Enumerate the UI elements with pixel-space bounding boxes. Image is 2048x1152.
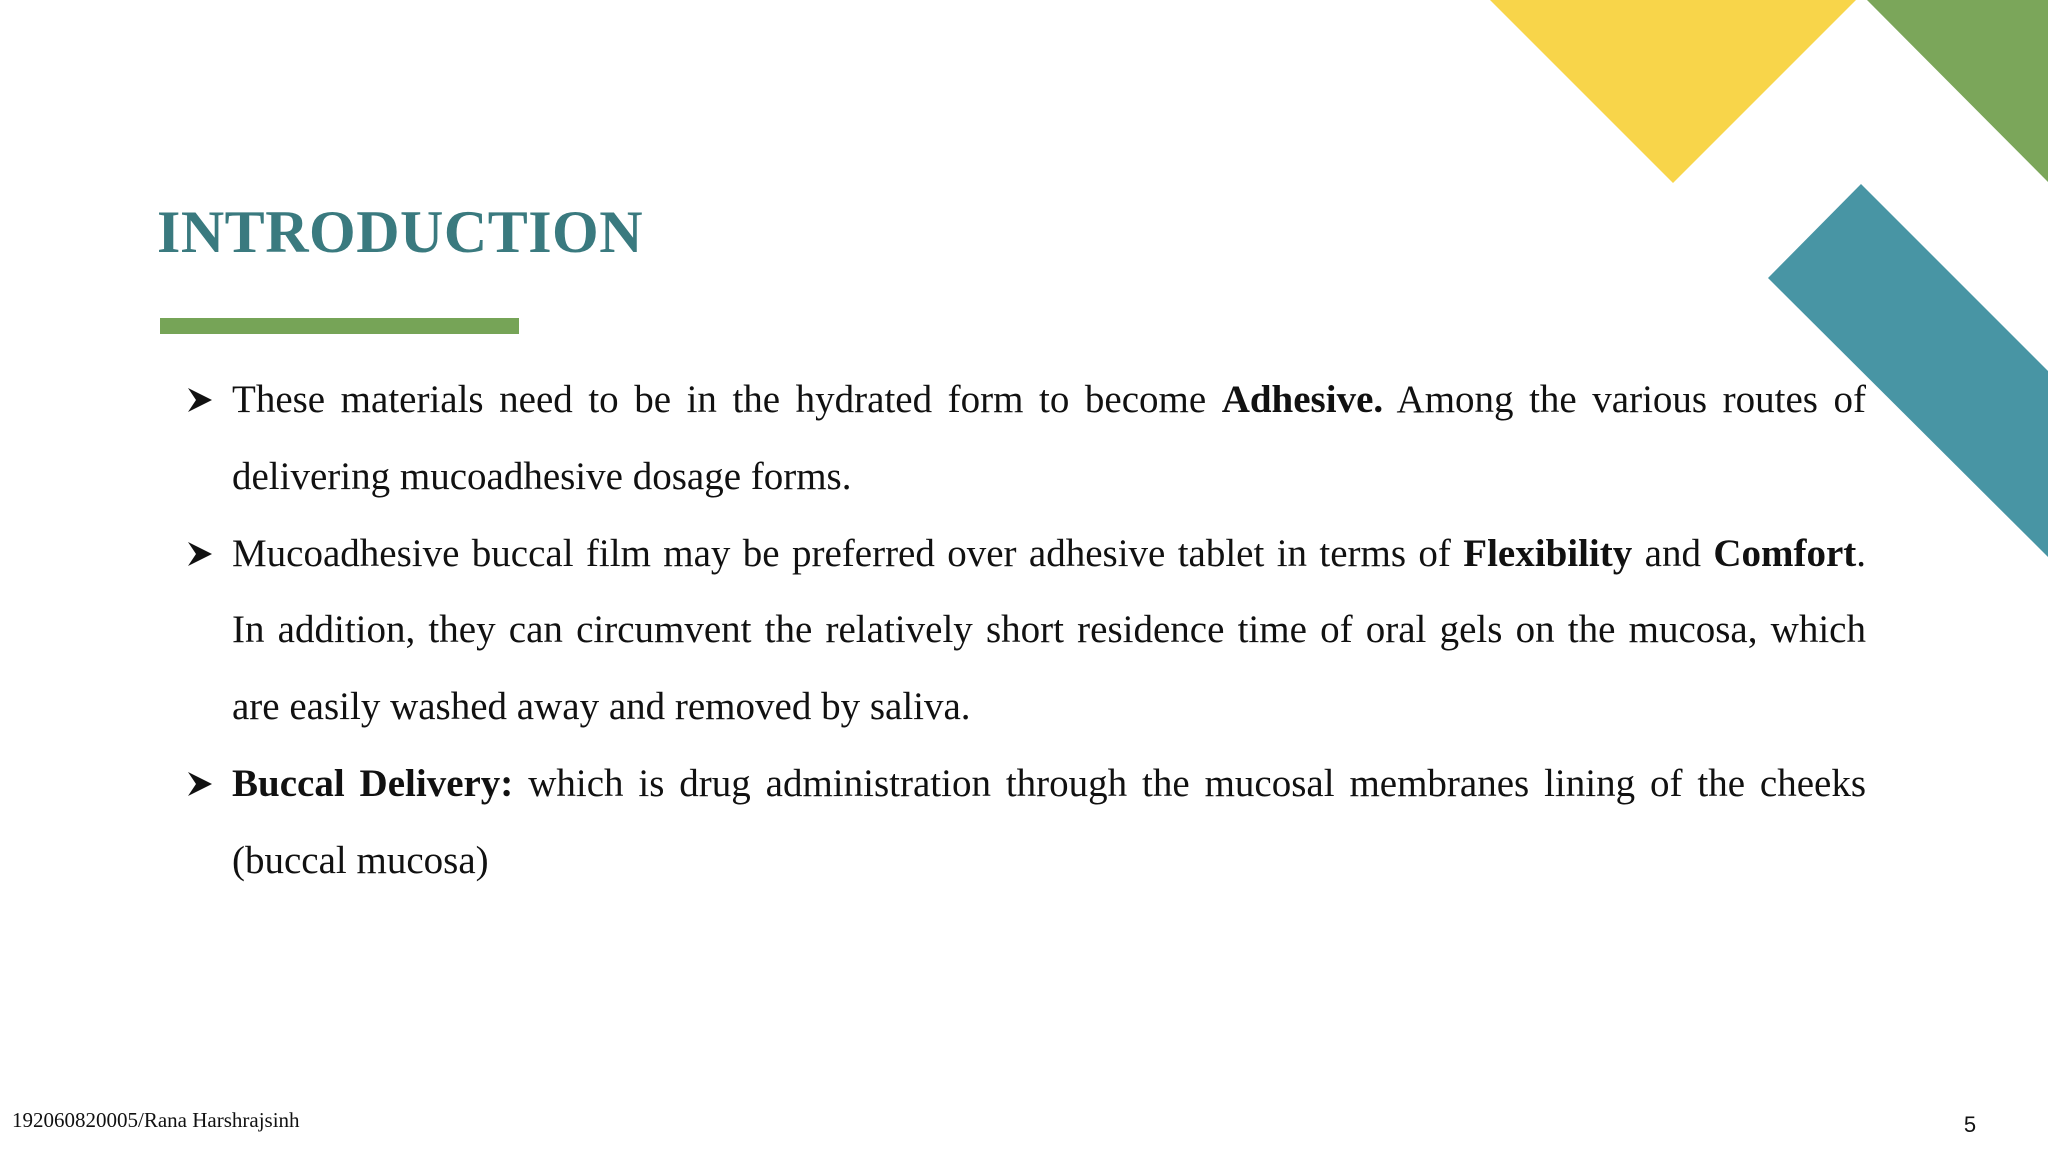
bullet-list: [183, 362, 1866, 900]
yellow-triangle: [1490, 0, 1856, 183]
footer-author-id: 192060820005/Rana Harshrajsinh: [12, 1108, 300, 1132]
text-run: Among the various routes of delivering mucoadhesive dosage forms.: [232, 378, 1866, 498]
bullet-text: [232, 532, 1866, 729]
bold-term: Buccal Delivery:: [232, 761, 514, 805]
title-underline: [160, 318, 519, 334]
text-run: Mucoadhesive buccal film may be preferred over adhesive tablet in terms of: [232, 531, 1464, 575]
bold-term: Comfort: [1713, 531, 1857, 575]
arrowhead-bullet-icon: [185, 362, 215, 439]
arrowhead-bullet-icon: [185, 746, 215, 823]
green-triangle: [1867, 0, 2048, 182]
page-number: 5: [1963, 1112, 1977, 1137]
bullet-text: [232, 378, 1866, 498]
bullet-item: [183, 516, 1866, 746]
text-run: . In addition, they can circumvent the relatively short residence time of oral gels on the mucosa, which are easily washed away and removed by saliva.: [232, 531, 1866, 729]
bold-term: Flexibility: [1463, 531, 1633, 575]
text-run: These materials need to be in the hydrated form to become: [232, 378, 1222, 421]
bold-term: Adhesive.: [1221, 378, 1384, 421]
text-run: which is drug administration through the mucosal membranes lining of the cheeks (buccal mucosa): [232, 761, 1866, 882]
bullet-text: [232, 762, 1866, 882]
bullet-item: [183, 362, 1866, 516]
bullet-item: [183, 746, 1866, 900]
text-run: and: [1632, 531, 1714, 575]
slide-title: INTRODUCTION: [157, 199, 644, 265]
arrowhead-bullet-icon: [185, 516, 215, 593]
